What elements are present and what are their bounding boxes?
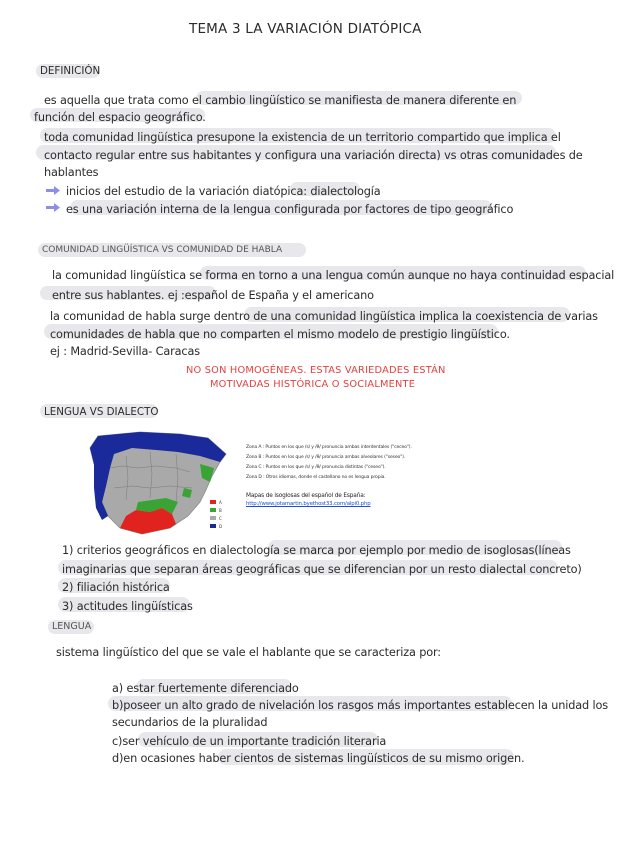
lengua-item: c)ser vehículo de un importante tradición literaria bbox=[112, 735, 387, 748]
legend-swatch-d bbox=[210, 524, 216, 528]
section-heading-definicion: DEFINICIÓN bbox=[40, 65, 101, 77]
criteria-line: 2) filiación histórica bbox=[62, 581, 170, 594]
red-note: NO SON HOMOGÉNEAS. ESTAS VARIEDADES ESTÁN bbox=[186, 365, 446, 376]
criteria-line: 1) criterios geográficos en dialectología se marca por ejemplo por medio de isoglosas(líneas bbox=[62, 544, 571, 557]
legend-label: C bbox=[219, 516, 222, 521]
zone-description: Zona C : Puntos en los que /s/ y /θ/ pronuncia distintas ("ceseo"). bbox=[246, 465, 386, 470]
section-heading-comunidad: COMUNIDAD LINGÜÍSTICA VS COMUNIDAD DE HABLA bbox=[42, 245, 283, 255]
zone-description: Zona B : Puntos en los que /s/ y /θ/ pronuncia ambas alveolares ("seseo"). bbox=[246, 455, 406, 460]
map-caption: Mapas de isoglosas del español de España: bbox=[246, 493, 366, 499]
legend-label: B bbox=[219, 508, 222, 513]
lengua-intro: sistema lingüístico del que se vale el hablante que se caracteriza por: bbox=[56, 646, 441, 659]
definition-line: hablantes bbox=[44, 166, 99, 179]
map-link[interactable]: http://www.jotamartin.byethost33.com/alpi0.php bbox=[246, 501, 371, 507]
arrow-right-icon bbox=[46, 186, 60, 195]
criteria-line: imaginarias que separan áreas geográficas que se diferencian por un resto dialectal concreto) bbox=[62, 563, 582, 576]
bullet-item: inicios del estudio de la variación diatópica: dialectología bbox=[66, 185, 381, 198]
comunidad-line: comunidades de habla que no comparten el mismo modelo de prestigio lingüístico. bbox=[50, 328, 510, 341]
legend-label: D bbox=[219, 524, 223, 529]
bullet-item: es una variación interna de la lengua configurada por factores de tipo geográfico bbox=[66, 203, 514, 216]
zone-description: Zona D : Otros idiomas, donde el castellano no es lengua propia. bbox=[246, 475, 386, 480]
comunidad-line: entre sus hablantes. ej :español de España y el americano bbox=[52, 289, 374, 302]
lengua-item: d)en ocasiones haber cientos de sistemas lingüísticos de su mismo origen. bbox=[112, 752, 525, 765]
definition-line: contacto regular entre sus habitantes y configura una variación directa) vs otras comunidades de bbox=[44, 149, 583, 162]
arrow-right-icon bbox=[46, 203, 60, 212]
legend-swatch-b bbox=[210, 508, 216, 512]
lengua-item: a) estar fuertemente diferenciado bbox=[112, 682, 299, 695]
lengua-item: b)poseer un alto grado de nivelación los rasgos más importantes establecen la unidad los bbox=[112, 699, 608, 712]
comunidad-line: la comunidad de habla surge dentro de una comunidad lingüística implica la coexistencia de varias bbox=[50, 310, 598, 323]
isoglosses-map bbox=[80, 428, 230, 538]
legend-label: A bbox=[219, 500, 222, 505]
definition-line: es aquella que trata como el cambio lingüístico se manifiesta de manera diferente en bbox=[44, 94, 517, 107]
definition-line: función del espacio geográfico. bbox=[34, 111, 206, 124]
red-note: MOTIVADAS HISTÓRICA O SOCIALMENTE bbox=[210, 379, 416, 390]
definition-line: toda comunidad lingüística presupone la existencia de un territorio compartido que implica el bbox=[44, 131, 561, 144]
zone-description: Zona A : Puntos en los que /s/ y /θ/ pronuncia ambas interdentales ("ceceo"). bbox=[246, 445, 412, 450]
page-title: TEMA 3 LA VARIACIÓN DIATÓPICA bbox=[189, 21, 422, 37]
legend-swatch-a bbox=[210, 500, 216, 504]
comunidad-line: ej : Madrid-Sevilla- Caracas bbox=[50, 345, 200, 358]
legend-swatch-c bbox=[210, 516, 216, 520]
section-heading-lengua: LENGUA bbox=[52, 621, 92, 632]
lengua-item: secundarios de la pluralidad bbox=[112, 716, 268, 729]
comunidad-line: la comunidad lingüística se forma en torno a una lengua común aunque no haya continuidad espacial bbox=[52, 269, 615, 282]
criteria-line: 3) actitudes lingüísticas bbox=[62, 600, 193, 613]
section-heading-lengua-dialecto: LENGUA VS DIALECTO bbox=[44, 406, 159, 418]
